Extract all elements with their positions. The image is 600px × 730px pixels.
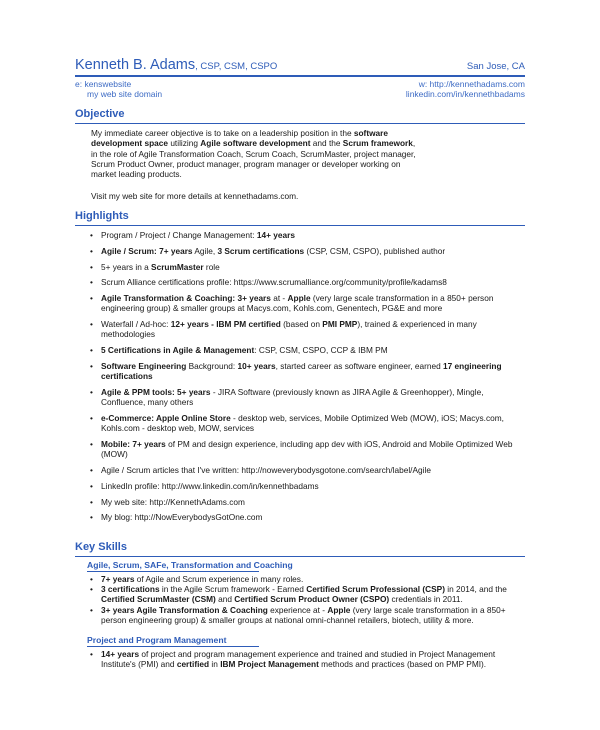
key-skills-heading: Key Skills [75,541,127,553]
skill-item: • 3+ years Agile Transformation & Coaching experience at - Apple (very large scale transformation in a 850+ person engineering group) & smaller groups at national omni-channel retailers, biotech, utility & more. [88,605,528,625]
skill-group-rule-agile [87,571,259,572]
highlight-item: • Agile / Scrum articles that I've written: http://noweverybodysgotone.com/search/label/Agile [90,465,530,475]
highlight-item: • Scrum Alliance certifications profile: https://www.scrumalliance.org/community/profile/kadams8 [90,277,530,287]
skill-group-title-pm: Project and Program Management [87,635,227,645]
highlight-item: • e-Commerce: Apple Online Store - desktop web, services, Mobile Optimized Web (MOW), iOS; Macys.com, Kohls.com - desktop web, MOW, services [90,413,530,433]
highlight-item: • 5 Certifications in Agile & Management: CSP, CSM, CSPO, CCP & IBM PM [90,345,530,355]
key-skills-rule [75,556,525,557]
credentials: , CSP, CSM, CSPO [195,61,278,72]
resume-header [75,57,525,77]
highlight-item: • Mobile: 7+ years of PM and design experience, including app dev with iOS, Android and Mobile Optimized Web (MOW) [90,439,530,459]
objective-paragraph: My immediate career objective is to take on a leadership position in the software development space utilizing Agile software development and the Scrum framework, in the role of Agile Transformation Coach, Scrum Coach, ScrumMaster, project manager, Scrum Product Owner, product manager, program manager or developer working on market leading products. [91,128,416,180]
skill-item: • 3 certifications in the Agile Scrum framework - Earned Certified Scrum Professional (CSP) in 2014, and the Certified ScrumMaster (CSM) and Certified Scrum Product Owner (CSPO) credentials in 2011. [88,584,528,604]
skill-group-rule-pm [87,646,259,647]
highlight-item: • My blog: http://NowEverybodysGotOne.com [90,512,530,522]
highlight-item: • Agile & PPM tools: 5+ years - JIRA Software (previously known as JIRA Agile & Greenhopper), Mingle, Confluence, many others [90,387,530,407]
objective-heading: Objective [75,108,125,120]
skill-item: • 14+ years of project and program management experience and trained and studied in Project Management Institute's (PMI) and certified in IBM Project Management methods and practices (based on PMP PMI). [88,649,528,669]
objective-rule [75,123,525,124]
highlight-item: • Program / Project / Change Management: 14+ years [90,230,530,240]
skill-group-title-agile: Agile, Scrum, SAFe, Transformation and Coaching [87,560,293,570]
highlight-item: • Agile / Scrum: 7+ years Agile, 3 Scrum certifications (CSP, CSM, CSPO), published author [90,246,530,256]
objective-website-note: Visit my web site for more details at kennethadams.com. [91,191,299,201]
email-domain: my web site domain [87,89,163,99]
highlights-rule [75,225,525,226]
highlight-item: • 5+ years in a ScrumMaster role [90,262,530,272]
highlights-list [90,230,530,528]
email-line[interactable]: e: kenswebsite [75,79,132,89]
candidate-name [75,57,277,73]
skill-list-pm [88,649,528,669]
highlight-item: • Agile Transformation & Coaching: 3+ years at - Apple (very large scale transformation in a 850+ person engineering group) & smaller groups at Macys.com, Kohls.com, Genentech, PG&E and more [90,293,530,313]
skill-item: • 7+ years of Agile and Scrum experience in many roles. [88,574,528,584]
header-rule [75,75,525,77]
location: San Jose, CA [466,61,525,72]
linkedin-link[interactable]: linkedin.com/in/kennethbadams [405,89,525,99]
highlight-item: • LinkedIn profile: http://www.linkedin.com/in/kennethbadams [90,481,530,491]
highlight-item: • Waterfall / Ad-hoc: 12+ years - IBM PM certified (based on PMI PMP), trained & experienced in many methodologies [90,319,530,339]
highlight-item: • Software Engineering Background: 10+ years, started career as software engineer, earned 17 engineering certifications [90,361,530,381]
name-text: Kenneth B. Adams [75,57,196,73]
skill-list-agile [88,574,528,625]
website-link[interactable]: w: http://kennethadams.com [418,79,525,89]
highlights-heading: Highlights [75,210,129,222]
highlight-item: • My web site: http://KennethAdams.com [90,497,530,507]
